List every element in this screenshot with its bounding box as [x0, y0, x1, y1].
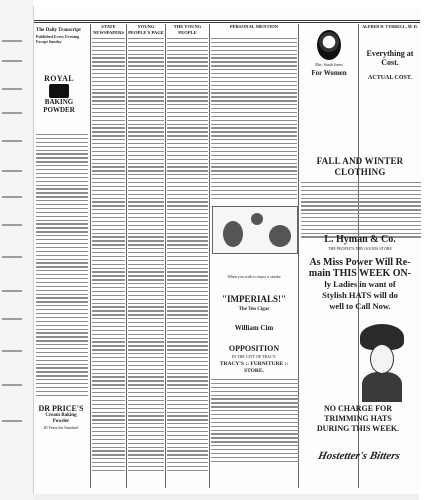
opposition-ad — [210, 344, 298, 469]
hyman-ad — [300, 234, 420, 251]
actual-cost: ACTUAL COST. — [368, 75, 412, 81]
masthead-sub: Published Every Evening Except Sunday — [36, 34, 80, 44]
hyman-sub: THE PEOPLE'S DRY GOODS STORE — [328, 246, 392, 251]
hyman-name: L. Hyman & Co. — [324, 234, 396, 245]
imperials-title: "IMPERIALS!" — [222, 294, 286, 304]
column-5-heading: PERSONAL MENTION — [229, 24, 279, 29]
dr-price-ad — [36, 404, 86, 430]
imperials-intro: When you wish to enjoy a smoke — [227, 274, 281, 279]
signature-ad: Hostetter's Bitters — [316, 450, 402, 462]
column-3-heading: YOUNG PEOPLE'S PAGE — [128, 24, 164, 35]
power-line-2: main THIS WEEK ON- — [308, 268, 412, 279]
woman-portrait-icon — [317, 30, 341, 60]
hat-lady-illustration — [356, 324, 408, 402]
dr-price-powder: Powder — [52, 419, 70, 424]
powder-label: POWDER — [43, 106, 75, 114]
power-line-5: well to Call Now. — [329, 301, 391, 311]
tyrrell-name: ALFRED D. TYRRELL, M. D. — [362, 24, 418, 29]
opposition-sub: IN THE CITY OF TRACY. — [231, 354, 277, 359]
page-edge — [0, 0, 33, 500]
fall-winter-title: FALL AND WINTER CLOTHING — [316, 156, 404, 177]
miss-power-ad — [300, 257, 420, 312]
william-ad: William Cim — [234, 324, 274, 332]
for-women-title: For Women — [311, 69, 347, 77]
column-4-heading: THE YOUNG PEOPLE — [173, 24, 202, 35]
cartoon-illustration — [212, 206, 298, 254]
page-bottom-edge — [33, 494, 419, 500]
charge-line-1: NO CHARGE FOR — [324, 404, 392, 413]
everything-at-cost: Everything at Cost. — [366, 49, 414, 67]
column-2-heading: STATE NEWSPAPERS — [92, 24, 125, 35]
column-4 — [166, 24, 209, 488]
newspaper-page — [33, 6, 419, 494]
for-women-ad — [300, 24, 358, 104]
column-2 — [91, 24, 126, 488]
tyrrell-ad — [360, 24, 420, 82]
power-line-3: ly Ladies in want of — [324, 279, 396, 289]
fall-winter-clothing-ad — [300, 156, 420, 242]
woman-caption: Mrs. Sarah Jones — [315, 62, 343, 67]
imperials-ad — [210, 274, 298, 312]
opposition-title: OPPOSITION — [228, 344, 280, 353]
power-line-4: Stylish HATS will do — [322, 290, 398, 300]
royal-label: ROYAL — [44, 74, 74, 83]
masthead-title: The Daily Transcript — [36, 28, 81, 33]
baking-label: BAKING — [44, 98, 74, 106]
charge-line-2: TRIMMING HATS — [324, 414, 392, 423]
royal-baking-powder-ad — [38, 74, 80, 126]
dr-price-cream: Cream Baking — [45, 413, 77, 418]
dr-price-title: DR PRICE'S — [38, 404, 84, 413]
no-charge-ad — [296, 404, 420, 434]
dr-price-tag: 40 Years the Standard — [43, 425, 79, 430]
charge-line-3: DURING THIS WEEK. — [316, 424, 400, 433]
masthead — [36, 28, 84, 44]
baking-can-icon — [49, 84, 69, 98]
column-5 — [210, 24, 298, 204]
column-3 — [127, 24, 165, 488]
imperials-cigar: The Ten Cigar — [238, 307, 270, 312]
opposition-store: TRACY'S :: FURNITURE :: STORE. — [219, 361, 289, 374]
power-line-1: As Miss Power Will Re- — [309, 257, 411, 268]
